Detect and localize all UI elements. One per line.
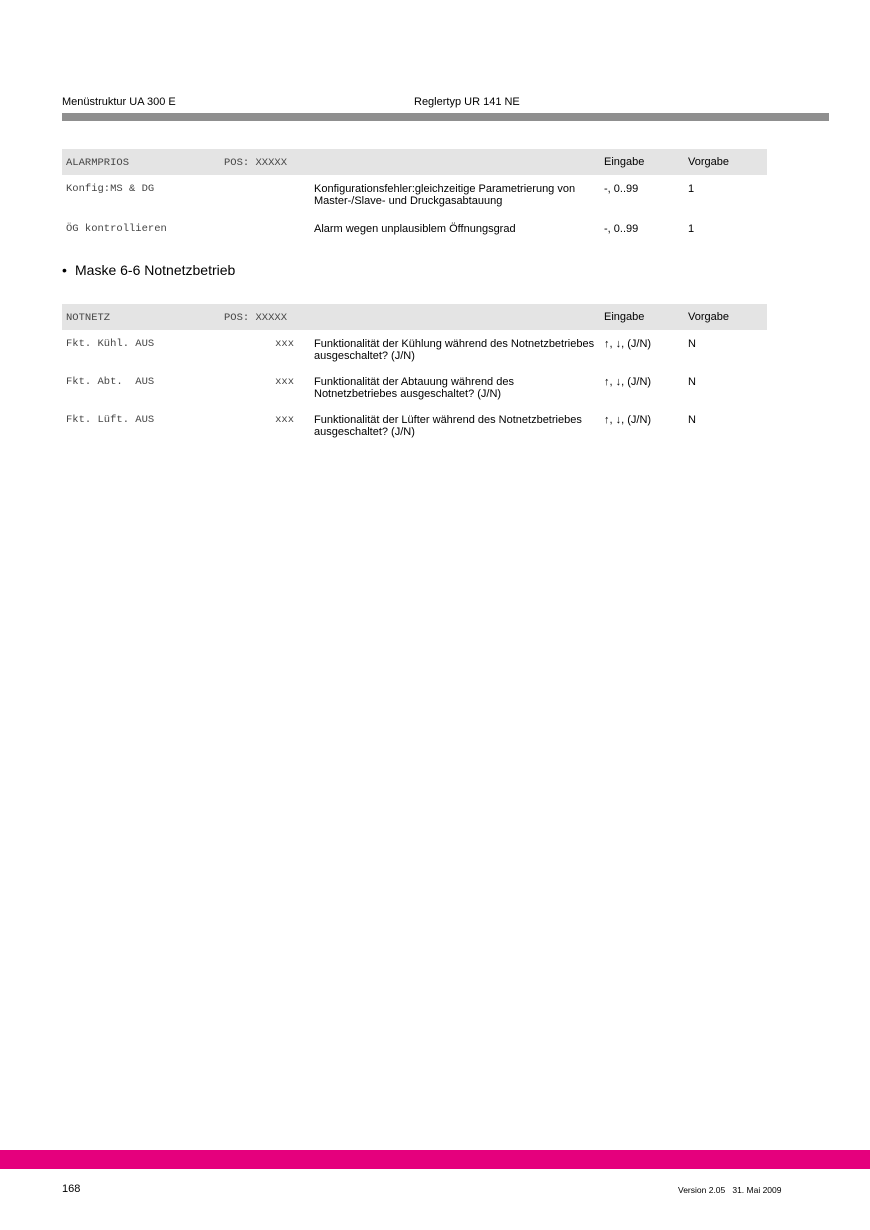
parameter-default: 1 [688, 183, 695, 195]
version-info: Version 2.05 31. Mai 2009 [678, 1185, 782, 1195]
parameter-description: Funktionalität der Kühlung während des Notnetzbetriebes ausgeschaltet? (J/N) [314, 338, 595, 362]
column-header-input: Eingabe [604, 311, 645, 323]
table-title: NOTNETZ [66, 312, 111, 324]
table-pos: POS: XXXXX [224, 157, 288, 169]
parameter-name: Fkt. Kühl. AUS [66, 338, 155, 350]
table-row [62, 223, 767, 237]
parameter-input: ↑, ↓, (J/N) [604, 376, 652, 388]
parameter-default: N [688, 338, 696, 350]
table-title: ALARMPRIOS [66, 157, 130, 169]
parameter-default: N [688, 376, 696, 388]
parameter-default: N [688, 414, 696, 426]
notnetz-table [62, 304, 767, 438]
page-number: 168 [62, 1183, 81, 1195]
parameter-value: xxx [275, 376, 294, 388]
table-row [62, 183, 767, 215]
bullet-icon: • [62, 262, 67, 278]
table-row [62, 414, 767, 446]
parameter-default: 1 [688, 223, 695, 235]
parameter-value: xxx [275, 338, 294, 350]
parameter-input: -, 0..99 [604, 183, 639, 195]
table-header [62, 149, 767, 175]
section-heading [62, 262, 235, 278]
parameter-name: Fkt. Lüft. AUS [66, 414, 155, 426]
header-divider [62, 113, 829, 121]
table-pos: POS: XXXXX [224, 312, 288, 324]
table-row [62, 376, 767, 408]
header-document-title: Menüstruktur UA 300 E [62, 96, 176, 108]
parameter-description: Alarm wegen unplausiblem Öffnungsgrad [314, 223, 516, 235]
table-header [62, 304, 767, 330]
column-header-default: Vorgabe [688, 156, 729, 168]
parameter-input: ↑, ↓, (J/N) [604, 338, 652, 350]
parameter-name: ÖG kontrollieren [66, 223, 167, 235]
parameter-name: Fkt. Abt. AUS [66, 376, 155, 388]
column-header-default: Vorgabe [688, 311, 729, 323]
table-row [62, 338, 767, 370]
parameter-value: xxx [275, 414, 294, 426]
parameter-input: -, 0..99 [604, 223, 639, 235]
section-title: Maske 6-6 Notnetzbetrieb [75, 262, 236, 278]
column-header-input: Eingabe [604, 156, 645, 168]
alarmprios-table [62, 149, 767, 235]
parameter-description: Konfigurationsfehler:gleichzeitige Parametrierung von Master-/Slave- und Druckgasabtauung [314, 183, 576, 207]
parameter-input: ↑, ↓, (J/N) [604, 414, 652, 426]
footer-accent-bar [0, 1150, 870, 1169]
parameter-description: Funktionalität der Abtauung während des Notnetzbetriebes ausgeschaltet? (J/N) [314, 376, 514, 400]
parameter-description: Funktionalität der Lüfter während des Notnetzbetriebes ausgeschaltet? (J/N) [314, 414, 582, 438]
parameter-name: Konfig:MS & DG [66, 183, 155, 195]
header-controller-type: Reglertyp UR 141 NE [414, 96, 520, 108]
